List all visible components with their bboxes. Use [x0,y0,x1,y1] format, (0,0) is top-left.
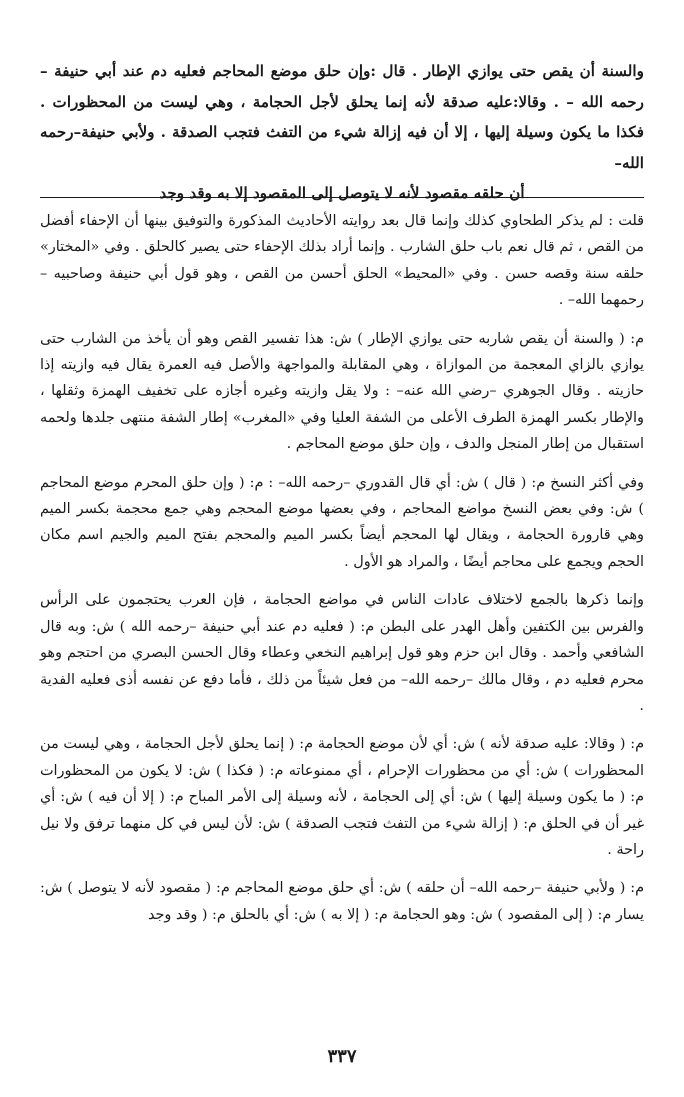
main-text-block [40,56,644,209]
commentary-paragraph: وإنما ذكرها بالجمع لاختلاف عادات الناس في مواضع الحجامة ، فإن العرب يحتجمون على الرأس والفرس بين الكتفين وأهل الهدر على البطن م: ( فعليه دم عند أبي حنيفة –رحمه الله ) ش: وبه قال الشافعي وأحمد . وقال ابن حزم وهو قول إبراهيم النخعي وعطاء وقال الحسن البصري من احتجم وهو محرم فعليه دم ، وقال مالك –رحمه الله– من فعل شيئاً من ذلك ، فأما دفع عن نفسه أذى فعليه الفدية . [40,592,644,714]
main-text-last-line: أن حلقه مقصود لأنه لا يتوصل إلى المقصود إلا به وقد وجد [159,184,525,203]
main-text: والسنة أن يقص حتى يوازي الإطار . قال :وإن حلق موضع المحاجم فعليه دم عند أبي حنيفة – رحمه الله – . وقالا:عليه صدقة لأنه إنما يحلق لأجل الحجامة ، وهي ليست من المحظورات . فكذا ما يكون وسيلة إليها ، إلا أن فيه إزالة شيء من التفث فتجب الصدقة . ولأبي حنيفة–رحمه الله– [40,62,644,172]
commentary-paragraph: م: ( ولأبي حنيفة –رحمه الله– أن حلقه ) ش: أي حلق موضع المحاجم م: ( مقصود لأنه لا يتوصل ) ش: يسار م: ( إلى المقصود ) ش: وهو الحجامة م: ( إلا به ) ش: أي بالحلق م: ( وقد وجد [40,880,644,923]
page-number: ٣٣٧ [327,1046,357,1067]
commentary-block [40,208,644,940]
commentary-paragraph: م: ( والسنة أن يقص شاربه حتى يوازي الإطار ) ش: هذا تفسير القص وهو أن يأخذ من الشارب حتى يوازي بالزاي المعجمة من الموازاة ، وهي المقابلة والمواجهة والأصل فيه العمرة يقال فيه وازيته إذا حازيته . وقال الجوهري –رضي الله عنه– : ولا يقل وازيته وغيره أجازه على تخفيف الهمزة وثقلها ، والإطار بكسر الهمزة الطرف الأعلى من الشفة العليا وفي «المغرب» إطار الشفة منتهى جلدها ولحمه استقبال من إطار المنجل والدف ، وإن حلق موضع المحاجم . [40,330,644,453]
commentary-paragraph: وفي أكثر النسخ م: ( قال ) ش: أي قال القدوري –رحمه الله– : م: ( وإن حلق المحرم موضع المحاجم ) ش: وفي بعض النسخ مواضع المحاجم ، وفي بعضها موضع المحجم وهي جمع محجمة بكسر الميم وهي قارورة الحجامة ، ويقال لها المحجم أيضاً بكسر الميم والمحجم بفتح الميم والجيم اسم مكان الحجم ويجمع على محاجم أيضًا ، والمراد هو الأول . [40,474,644,570]
separator-rule [40,197,644,198]
commentary-paragraph: قلت : لم يذكر الطحاوي كذلك وإنما قال بعد روايته الأحاديث المذكورة والتوفيق بينها أن الإحفاء أفضل من القص ، ثم قال نعم باب حلق الشارب . وإنما أراد بذلك الإحفاء حتى يصير كالحلق . وفي «المختار» حلقه سنة وقصه حسن . وفي «المحيط» الحلق أحسن من القص ، وهو قول أبي حنيفة وصاحبيه –رحمهما الله– . [40,213,644,309]
commentary-paragraph: م: ( وقالا: عليه صدقة لأنه ) ش: أي لأن موضع الحجامة م: ( إنما يحلق لأجل الحجامة ، وهي ليست من المحظورات ) ش: أي من محظورات الإحرام ، أي ممنوعاته م: ( فكذا ) ش: لا يكون من المحظورات م: ( ما يكون وسيلة إليها ) ش: أي إلى الحجامة ، لأنه وسيلة إلى الأمر المباح م: ( إلا أن فيه ) ش: أي غير أن في الحلق م: ( إزالة شيء من التفث فتجب الصدقة ) ش: لأن ليس في كل منهما ترفق ولا نيل راحة . [40,736,644,858]
